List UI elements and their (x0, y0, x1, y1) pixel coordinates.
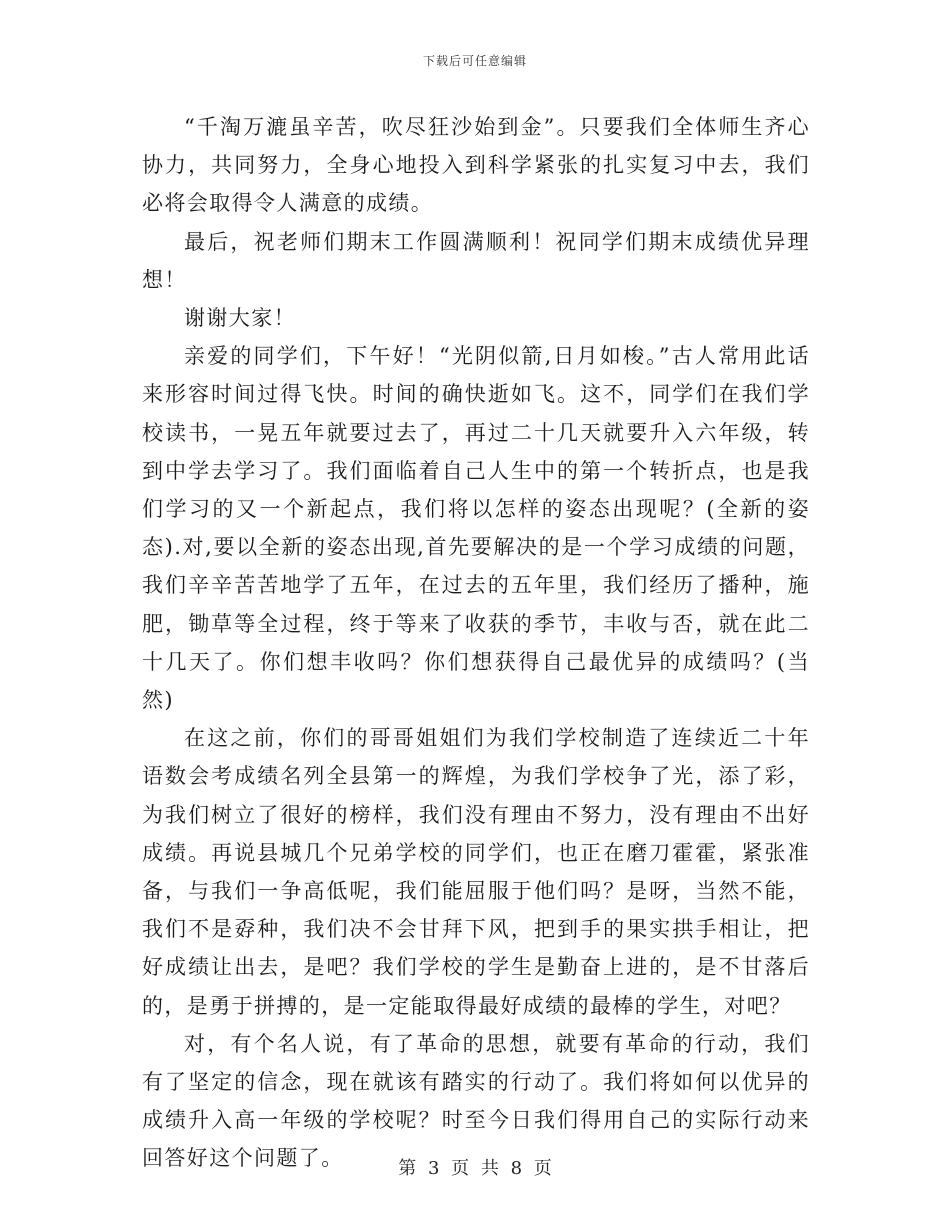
page-header: 下载后可任意编辑 (422, 54, 527, 68)
paragraph: 最后，祝老师们期末工作圆满顺利！祝同学们期末成绩优异理想！ (142, 229, 810, 292)
paragraph: 在这之前，你们的哥哥姐姐们为我们学校制造了连续近二十年语数会考成绩名列全县第一的辉煌，为我们学校争了光，添了彩，为我们树立了很好的榜样，我们没有理由不努力，没有理由不出好成绩。再说县城几个兄弟学校的同学们，也正在磨刀霍霍，紧张准备，与我们一争高低呢，我们能屈服于他们吗？是呀，当然不能，我们不是孬种，我们决不会甘拜下风，把到手的果实拱手相让，把好成绩让出去，是吧？我们学校的学生是勤奋上进的，是不甘落后的，是勇于拼搏的，是一定能取得最好成绩的最棒的学生，对吧？ (142, 726, 810, 1018)
paragraph: 谢谢大家！ (184, 306, 296, 331)
paragraph: 对，有个名人说，有了革命的思想，就要有革命的行动，我们有了坚定的信念，现在就该有踏实的行动了。我们将如何以优异的成绩升入高一年级的学校呢？时至今日我们得用自己的实际行动来回答好这个问题了。 (142, 1031, 810, 1171)
page-footer: 第 3 页 共 8 页 (398, 1158, 552, 1179)
paragraph: “千淘万漉虽辛苦，吹尽狂沙始到金”。只要我们全体师生齐心协力，共同努力，全身心地投入到科学紧张的扎实复习中去，我们必将会取得令人满意的成绩。 (142, 115, 810, 216)
document-body (142, 108, 810, 1178)
paragraph: 亲爱的同学们，下午好！“光阴似箭,日月如梭。”古人常用此话来形容时间过得飞快。时间的确快逝如飞。这不，同学们在我们学校读书，一晃五年就要过去了，再过二十几天就要升入六年级，转到中学去学习了。我们面临着自己人生中的第一个转折点，也是我们学习的又一个新起点，我们将以怎样的姿态出现呢？(全新的姿态).对,要以全新的姿态出现,首先要解决的是一个学习成绩的问题，我们辛辛苦苦地学了五年，在过去的五年里，我们经历了播种，施肥，锄草等全过程，终于等来了收获的季节，丰收与否，就在此二十几天了。你们想丰收吗？你们想获得自己最优异的成绩吗？(当然) (142, 344, 810, 713)
